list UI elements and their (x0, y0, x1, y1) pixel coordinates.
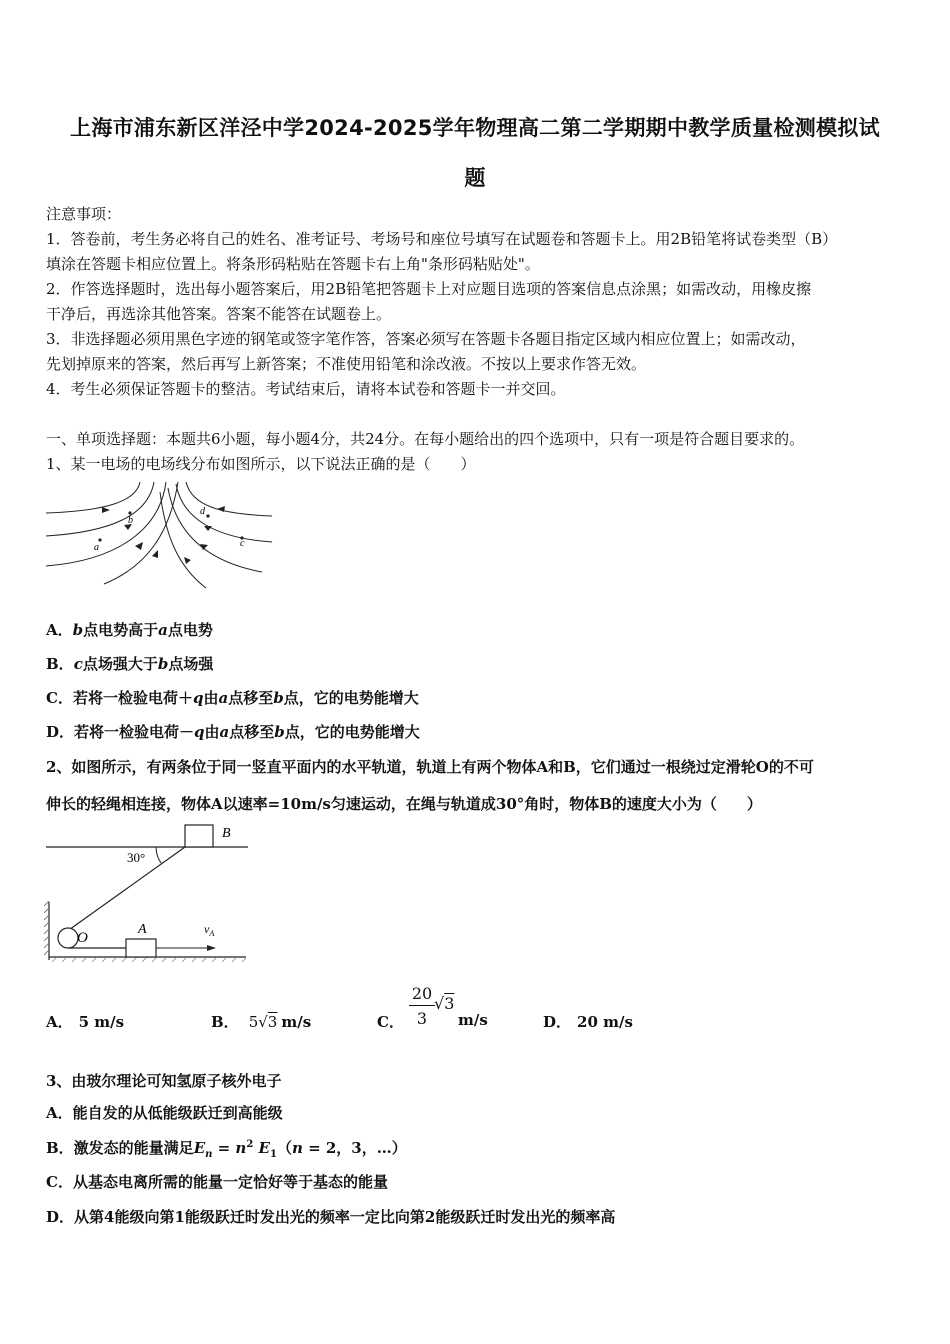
q2-option-b[interactable]: B． 5√3 m/s (211, 1013, 312, 1031)
label-A: A (138, 922, 147, 937)
notice-item-2: 2．作答选择题时，选出每小题答案后，用2B铅笔把答题卡上对应题目选项的答案信息点涂黑；如需改动，用橡皮擦 (46, 280, 812, 298)
q2-option-c-radical: √3 (434, 994, 455, 1013)
label-a: a (94, 542, 99, 553)
question-1-stem: 1、某一电场的电场线分布如图所示，以下说法正确的是（ ） (46, 455, 476, 473)
q1-option-a[interactable]: A．b点电势高于a点电势 (46, 621, 213, 639)
notice-item-3-cont: 先划掉原来的答案，然后再写上新答案；不准使用铅笔和涂改液。不按以上要求作答无效。 (46, 355, 647, 373)
question-2-stem-cont: 伸长的轻绳相连接，物体A以速率=10m/s匀速运动，在绳与轨道成30°角时，物体B的速度大小为（ ） (46, 795, 762, 813)
q3-option-c[interactable]: C．从基态电离所需的能量一定恰好等于基态的能量 (46, 1173, 388, 1191)
q3-option-a[interactable]: A．能自发的从低能级跃迁到高能级 (46, 1104, 283, 1122)
label-d: d (200, 506, 205, 517)
notice-item-4: 4．考生必须保证答题卡的整洁。考试结束后，请将本试卷和答题卡一并交回。 (46, 380, 566, 398)
label-B: B (222, 826, 231, 841)
notice-item-3: 3．非选择题必须用黑色字迹的钢笔或签字笔作答，答案必须写在答题卡各题目指定区域内相应位置上；如需改动， (46, 330, 806, 348)
q1-option-d[interactable]: D．若将一检验电荷－q由a点移至b点，它的电势能增大 (46, 723, 420, 741)
q2-option-c-denominator: 3 (416, 1009, 428, 1028)
question-2-stem: 2、如图所示，有两条位于同一竖直平面内的水平轨道，轨道上有两个物体A和B，它们通过一根绕过定滑轮O的不可 (46, 758, 814, 776)
label-c: c (240, 538, 245, 549)
q1-option-b[interactable]: B．c点场强大于b点场强 (46, 655, 214, 673)
electric-field-lines-figure (44, 480, 276, 590)
q3-option-d[interactable]: D．从第4能级向第1能级跃迁时发出光的频率一定比向第2能级跃迁时发出光的频率高 (46, 1208, 616, 1226)
label-b: b (128, 515, 133, 526)
pulley-rope-figure (44, 820, 250, 968)
label-O: O (77, 930, 88, 946)
section-header: 一、单项选择题：本题共6小题，每小题4分，共24分。在每小题给出的四个选项中，只有一项是符合题目要求的。 (46, 430, 805, 448)
label-angle: 30° (127, 850, 146, 865)
notice-header: 注意事项： (46, 205, 122, 223)
q2-option-c-numerator: 20 (411, 984, 433, 1003)
notice-item-1: 1．答卷前，考生务必将自己的姓名、准考证号、考场号和座位号填写在试题卷和答题卡上。用2B铅笔将试卷类型（B） (46, 230, 838, 248)
q2-option-c-label[interactable]: C． (377, 1013, 404, 1031)
notice-item-2-cont: 干净后，再选涂其他答案。答案不能答在试题卷上。 (46, 305, 392, 323)
page-title: 上海市浦东新区洋泾中学2024-2025学年物理高二第二学期期中教学质量检测模拟试 (70, 116, 880, 140)
q2-option-c-fraction-bar (409, 1005, 435, 1006)
q2-option-c-unit: m/s (458, 1011, 488, 1029)
q1-option-c[interactable]: C．若将一检验电荷＋q由a点移至b点，它的电势能增大 (46, 689, 419, 707)
page-title-continued: 题 (464, 166, 486, 190)
label-vA: $v_A$ (204, 922, 215, 938)
q2-option-a[interactable]: A． 5 m/s (46, 1013, 125, 1031)
question-3-stem: 3、由玻尔理论可知氢原子核外电子 (46, 1072, 282, 1090)
notice-item-1-cont: 填涂在答题卡相应位置上。将条形码粘贴在答题卡右上角"条形码粘贴处"。 (46, 255, 540, 273)
q2-option-d[interactable]: D． 20 m/s (543, 1013, 633, 1031)
q3-option-b[interactable]: B．激发态的能量满足$E_n = n^2$ $E_1(n = 2$，3，…） (46, 1139, 407, 1160)
